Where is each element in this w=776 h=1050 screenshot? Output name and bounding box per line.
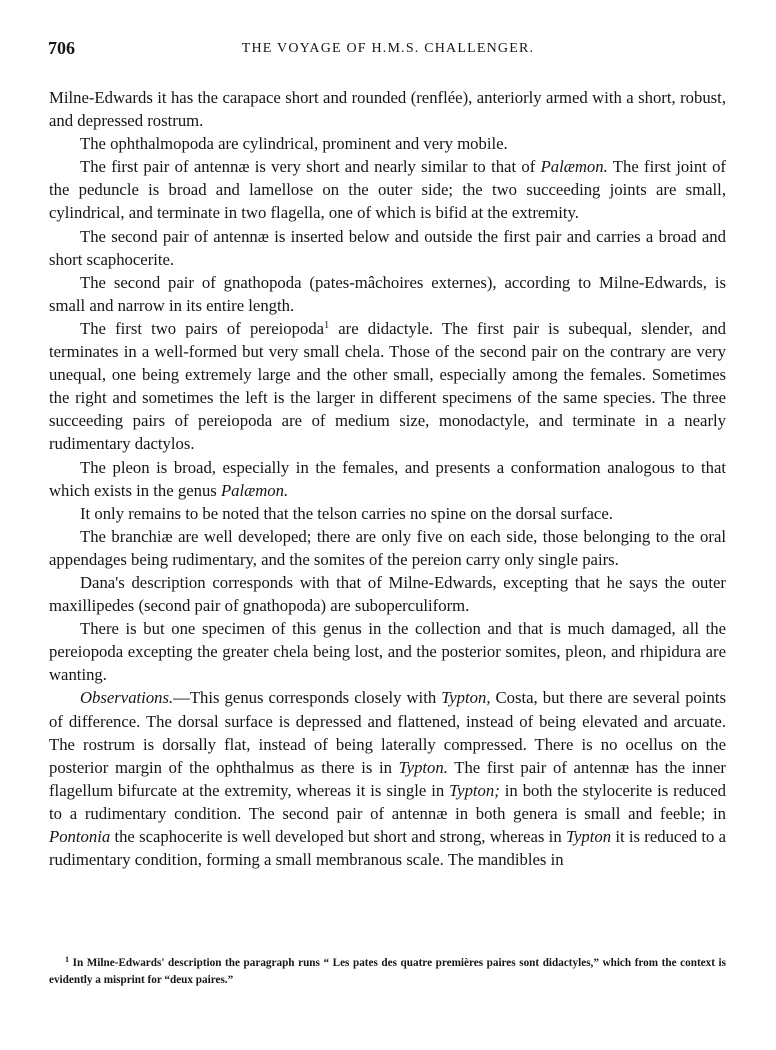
paragraph-gnathopoda: The second pair of gnathopoda (pates-mâchoires externes), according to Milne-Edwards, is small and narrow in its entire length. [49,272,726,315]
italic-genus-name: Palæmon. [540,157,608,177]
italic-genus-name: Palæmon. [220,480,289,500]
footnote-marker: 1 [65,955,69,964]
paragraph-specimen: There is but one specimen of this genus in the collection and that is much damaged, all the pereiopoda excepting the greater chela being lost, and the posterior somites, pleon, and rhipidura are wanting. [49,619,726,685]
paragraph-observations [49,686,726,871]
italic-genus-name: Pontonia [49,827,111,846]
text-span: The pleon is broad, especially in the females, and presents a conformation analogous to that which exists in the genus [49,457,726,500]
text-span: the scaphocerite is well developed but short and strong, whereas in [110,827,566,846]
italic-genus-name: Typton [565,827,612,846]
text-span: it is reduced to a rudimentary condition, forming a small membranous scale. The mandibles in [49,827,726,870]
text-span: are didactyle. The first pair is subequal, slender, and terminates in a well-formed but very small chela. Those of the second pair on the contrary are very unequal, one being extremely large and the other small, especially among the females. Sometimes the right and sometimes the left is the larger in different specimens of the same species. The three succeeding pairs of pereiopoda are of medium size, monodactyle, and terminate in a nearly rudimentary dactylos. [49,318,727,454]
body-text [49,86,726,871]
footnote-text: In Milne-Edwards' description the paragraph runs “ Les pates des quatre premières paires sont didactyles,” which from the context is evidently a misprint for “deux paires.” [49,957,727,986]
paragraph-first-antennae [49,155,726,224]
footnote-reference: 1 [324,319,330,331]
page-header [48,38,728,62]
text-span: The first two pairs of pereiopoda [80,318,325,338]
paragraph-telson: It only remains to be noted that the telson carries no spine on the dorsal surface. [80,503,613,523]
paragraph-branchiae: The branchiæ are well developed; there are only five on each side, those belonging to the oral appendages being rudimentary, and the somites of the pereion carry only single pairs. [49,526,726,569]
italic-genus-name: Typton. [398,757,448,777]
paragraph-second-antennae: The second pair of antennæ is inserted below and outside the first pair and carries a broad and short scaphocerite. [49,226,726,269]
paragraph-dana: Dana's description corresponds with that of Milne-Edwards, excepting that he says the outer maxillipedes (second pair of gnathopoda) are suboperculiform. [49,572,726,616]
footnote [49,955,726,989]
running-title: THE VOYAGE OF H.M.S. CHALLENGER. [241,41,535,56]
italic-genus-name: Typton; [449,780,500,800]
page-number: 706 [48,38,75,58]
paragraph-ophthalmopoda: The ophthalmopoda are cylindrical, prominent and very mobile. [80,134,508,154]
italic-genus-name: Typton, [441,688,491,708]
text-span: in both the stylocerite is reduced to a rudimentary condition. The second pair of antennæ in both genera is small and feeble; in [49,780,726,823]
italic-heading: Observations. [80,688,174,708]
text-span: The first pair of antennæ is very short and nearly similar to that of [80,157,541,177]
text-span: The first joint of the peduncle is broad and lamellose on the outer side; the two succeeding joints are small, cylindrical, and terminate in two flagella, one of which is bifid at the extremity. [49,157,726,223]
text-span: The first pair of antennæ has the inner flagellum bifurcate at the extremity, whereas it is single in [49,757,726,800]
text-span: Costa, but there are several points of difference. The dorsal surface is depressed and flattened, instead of being elevated and arcuate. The rostrum is dorsally flat, instead of being laterally compressed. There is no ocellus on the posterior margin of the ophthalmus as there is in [49,688,727,777]
paragraph-carapace: Milne-Edwards it has the carapace short and rounded (renflée), anteriorly armed with a short, robust, and depressed rostrum. [49,88,726,131]
paragraph-pereiopoda [49,317,726,456]
text-span: —This genus corresponds closely with [173,688,442,708]
paragraph-pleon [49,456,726,502]
